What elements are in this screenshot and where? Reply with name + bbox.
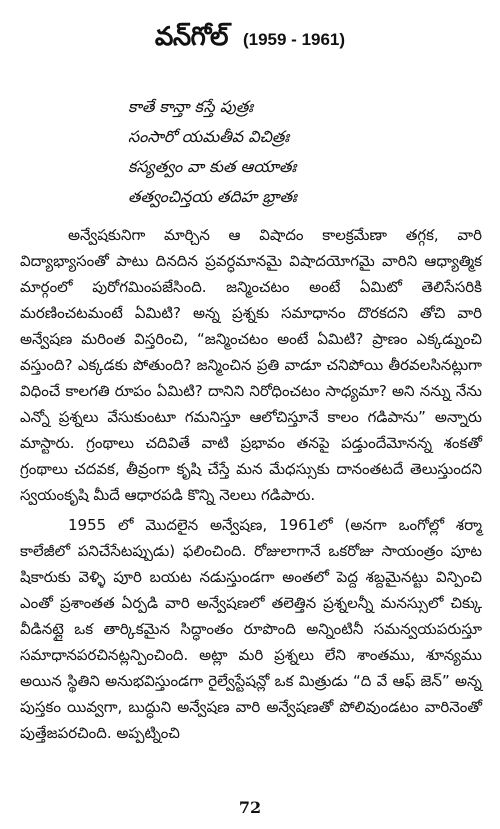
chapter-heading (0, 22, 500, 58)
body-text (20, 222, 482, 746)
chapter-title: వన్‌గోల్ (154, 22, 228, 52)
verse-line: కాతే కాన్తా కస్తే పుత్రః (128, 97, 254, 116)
chapter-years: (1959 - 1961) (242, 30, 346, 49)
paragraph: 1955 లో మొదలైన అన్వేషణ, 1961లో (అనగా ఒంగోల్లో శర్మా కాలేజీలో పనిచేసేటప్పుడు) ఫలించింది. రోజులాగానే ఒకరోజు సాయంత్రం పూట షికారుకు వెళ్ళి పూరి బయట నడుస్తుండగా అంతలో పెద్ద శబ్దమైనట్టు విన్పించి ఎంతో ప్రశాంతత ఏర్పడి వారి అన్వేషణలో తలెత్తిన ప్రశ్నలన్నీ మనస్సులో చిక్కు వీడినట్లై ఒక తార్కికమైన సిద్ధాంతం రూపొంది అన్నింటినీ సమన్వయపరుస్తూ సమాధానపరచినట్లన్పించింది. అట్లా మరి ప్రశ్నలు లేని శాంతము, శూన్యము అయిన స్థితిని అనుభవిస్తుండగా రైల్వేస్టేషన్లో ఒక మిత్రుడు “ది వే ఆఫ్ జెన్” అన్న పుస్తకం యివ్వగా, బుద్ధుని అన్వేషణ వారి అన్వేషణతో పోలివుండటం వారినెంతో పుత్తేజపరచింది. అప్పట్నించి (20, 516, 482, 742)
verse-line: కస్యత్వం వా కుత ఆయాతః (128, 157, 297, 176)
page-number: 72 (238, 798, 262, 817)
sanskrit-verse (128, 92, 478, 212)
paragraph: అన్వేషకునిగా మార్చిన ఆ విషాదం కాలక్రమేణా తగ్గక, వారి విద్యాభ్యాసంతో పాటు దినదిన ప్రవర్ధమానమై విషాదయోగమై వారిని ఆధ్యాత్మిక మార్గంలో పురోగమింపజేసింది. జన్మించటం అంటే ఏమిటో తెలిసేసరికి మరణించటమంటే ఏమిటి? అన్న ప్రశ్నకు సమాధానం దొరకదని తోచి వారి అన్వేషణ మరింత విస్తరించి, “జన్మించటం అంటే ఏమిటి? ప్రాణం ఎక్కడ్నుంచి వస్తుంది? ఎక్కడకు పోతుంది? జన్మించిన ప్రతి వాడూ చనిపోయి తీరవలసినట్లుగా విధించే కాలగతి రూపం ఏమిటి? దానిని నిరోధించటం సాధ్యమా? అని నన్ను నేను ఎన్నో ప్రశ్నలు వేసుకుంటూ గమనిస్తూ ఆలోచిస్తూనే కాలం గడిపాను” అన్నారు మాస్టారు. గ్రంథాలు చదివితే వాటి ప్రభావం తనపై పడ్తుందేమోనన్న శంకతో గ్రంథాలు చదవక, తీవ్రంగా కృషి చేస్తే మన మేధస్సుకు దానంతటదే తెలుస్తుందని స్వయంకృషి మీదే ఆధారపడి కొన్ని నెలలు గడిపారు. (20, 226, 482, 504)
verse-line: సంసారో యమతీవ విచిత్రః (128, 127, 290, 146)
verse-line: తత్వంచిన్తయ తదిహ భ్రాతః (128, 187, 297, 206)
